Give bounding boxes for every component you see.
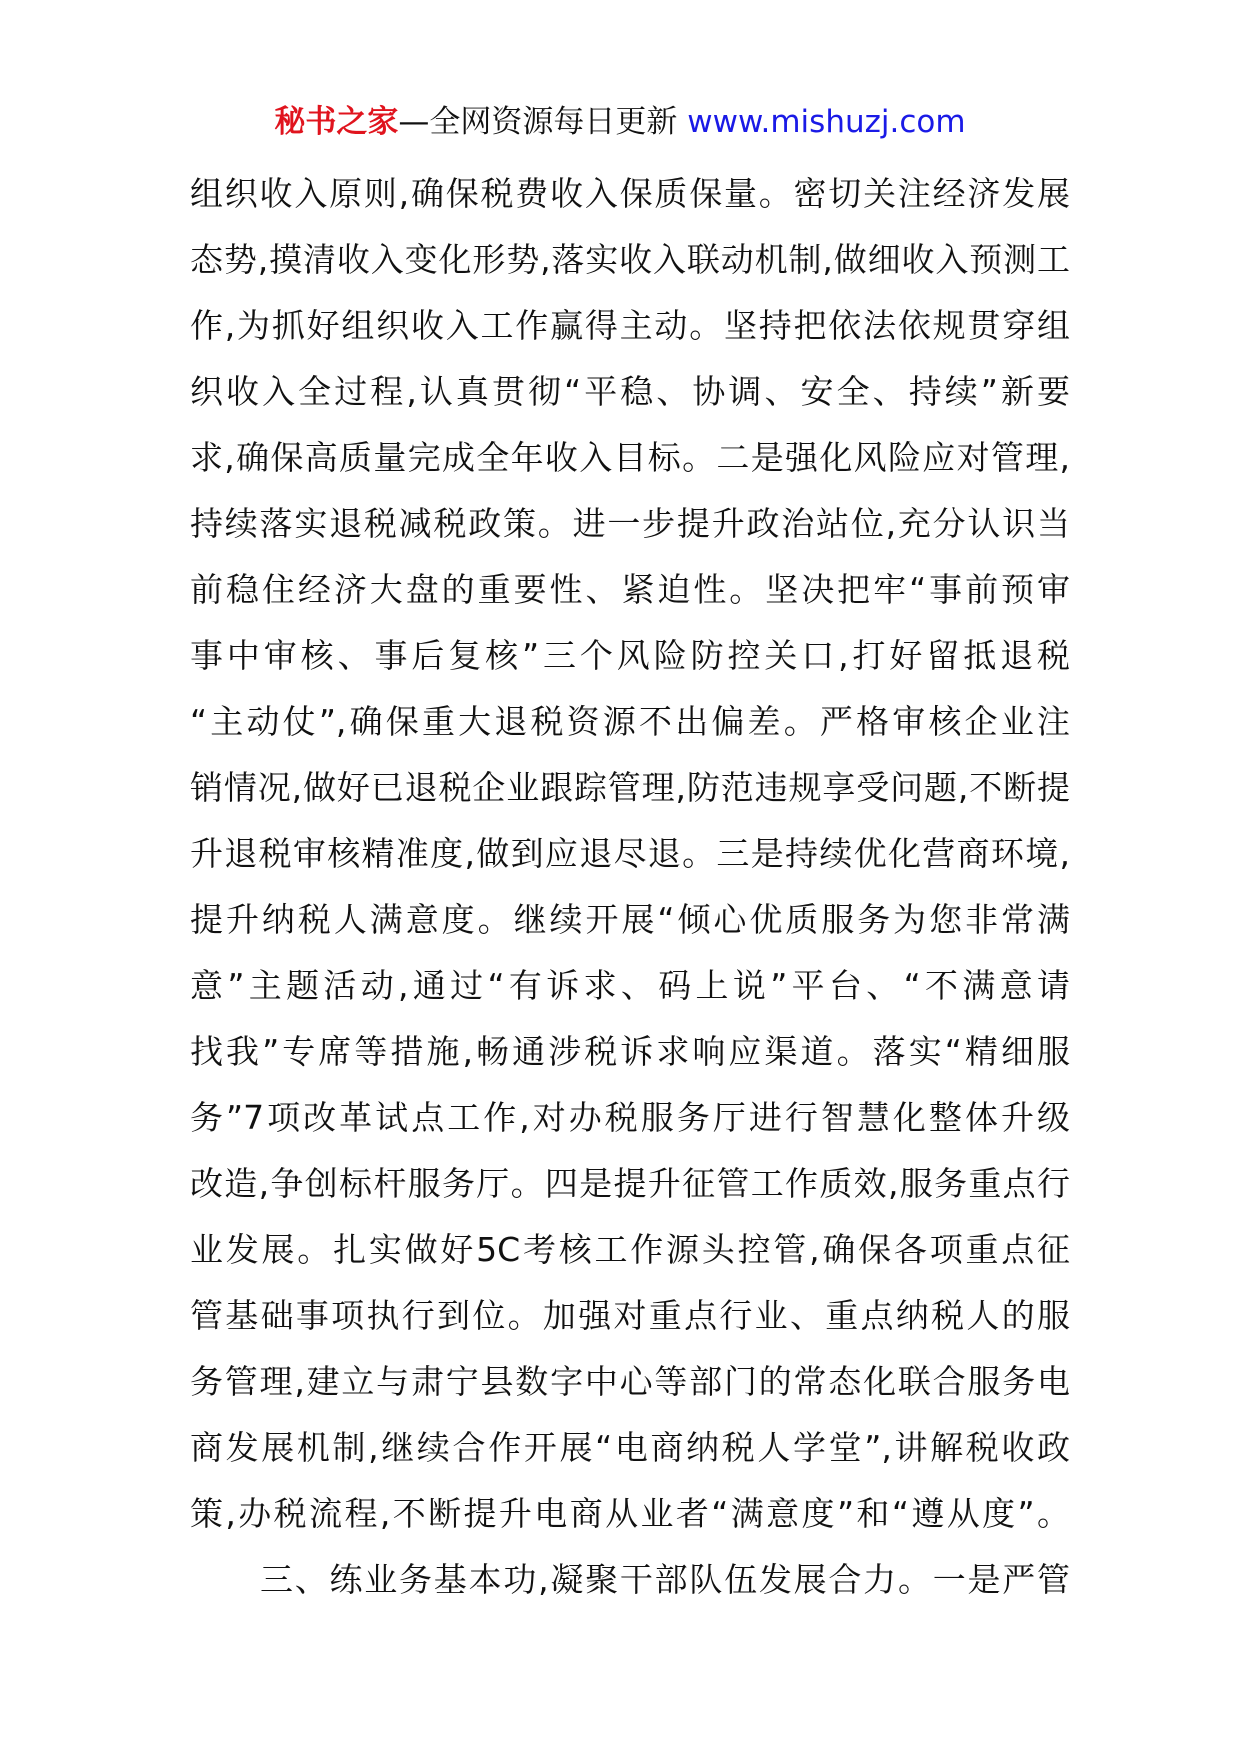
- text-line: 态势,摸清收入变化形势,落实收入联动机制,做细收入预测工: [190, 240, 1070, 279]
- document-body: [190, 161, 1070, 1613]
- text-line: 升退税审核精准度,做到应退尽退。三是持续优化营商环境,: [190, 834, 1070, 873]
- text-line: 销情况,做好已退税企业跟踪管理,防范违规享受问题,不断提: [190, 768, 1070, 807]
- text-line: 事中审核、事后复核”三个风险防控关口,打好留抵退税: [190, 636, 1070, 675]
- text-line: 务”7项改革试点工作,对办税服务厅进行智慧化整体升级: [190, 1098, 1070, 1137]
- section-heading-line: 三、练业务基本功,凝聚干部队伍发展合力。一是严管: [260, 1560, 1070, 1599]
- text-line: 业发展。扎实做好5C考核工作源头控管,确保各项重点征: [190, 1230, 1070, 1269]
- text-line: 提升纳税人满意度。继续开展“倾心优质服务为您非常满: [190, 900, 1070, 939]
- text-line: 策,办税流程,不断提升电商从业者“满意度”和“遵从度”。: [190, 1494, 1070, 1533]
- text-line: 改造,争创标杆服务厅。四是提升征管工作质效,服务重点行: [190, 1164, 1070, 1203]
- text-line: 意”主题活动,通过“有诉求、码上说”平台、“不满意请: [190, 966, 1070, 1005]
- text-line: 作,为抓好组织收入工作赢得主动。坚持把依法依规贯穿组: [190, 306, 1070, 345]
- text-line: 找我”专席等措施,畅通涉税诉求响应渠道。落实“精细服: [190, 1032, 1070, 1071]
- text-line: 组织收入原则,确保税费收入保质保量。密切关注经济发展: [190, 174, 1070, 213]
- text-line: 务管理,建立与肃宁县数字中心等部门的常态化联合服务电: [190, 1362, 1070, 1401]
- text-line: 织收入全过程,认真贯彻“平稳、协调、安全、持续”新要: [190, 372, 1070, 411]
- text-line: “主动仗”,确保重大退税资源不出偏差。严格审核企业注: [190, 702, 1070, 741]
- text-line: 前稳住经济大盘的重要性、紧迫性。坚决把牢“事前预审: [190, 570, 1070, 609]
- site-watermark-header: [0, 100, 1240, 144]
- site-slogan: —全网资源每日更新: [398, 104, 678, 140]
- site-url: www.mishuzj.com: [687, 104, 966, 140]
- text-line: 商发展机制,继续合作开展“电商纳税人学堂”,讲解税收政: [190, 1428, 1070, 1467]
- text-line: 持续落实退税减税政策。进一步提升政治站位,充分认识当: [190, 504, 1070, 543]
- text-line: 求,确保高质量完成全年收入目标。二是强化风险应对管理,: [190, 438, 1070, 477]
- text-line: 管基础事项执行到位。加强对重点行业、重点纳税人的服: [190, 1296, 1070, 1335]
- site-brand-name: 秘书之家: [274, 104, 399, 140]
